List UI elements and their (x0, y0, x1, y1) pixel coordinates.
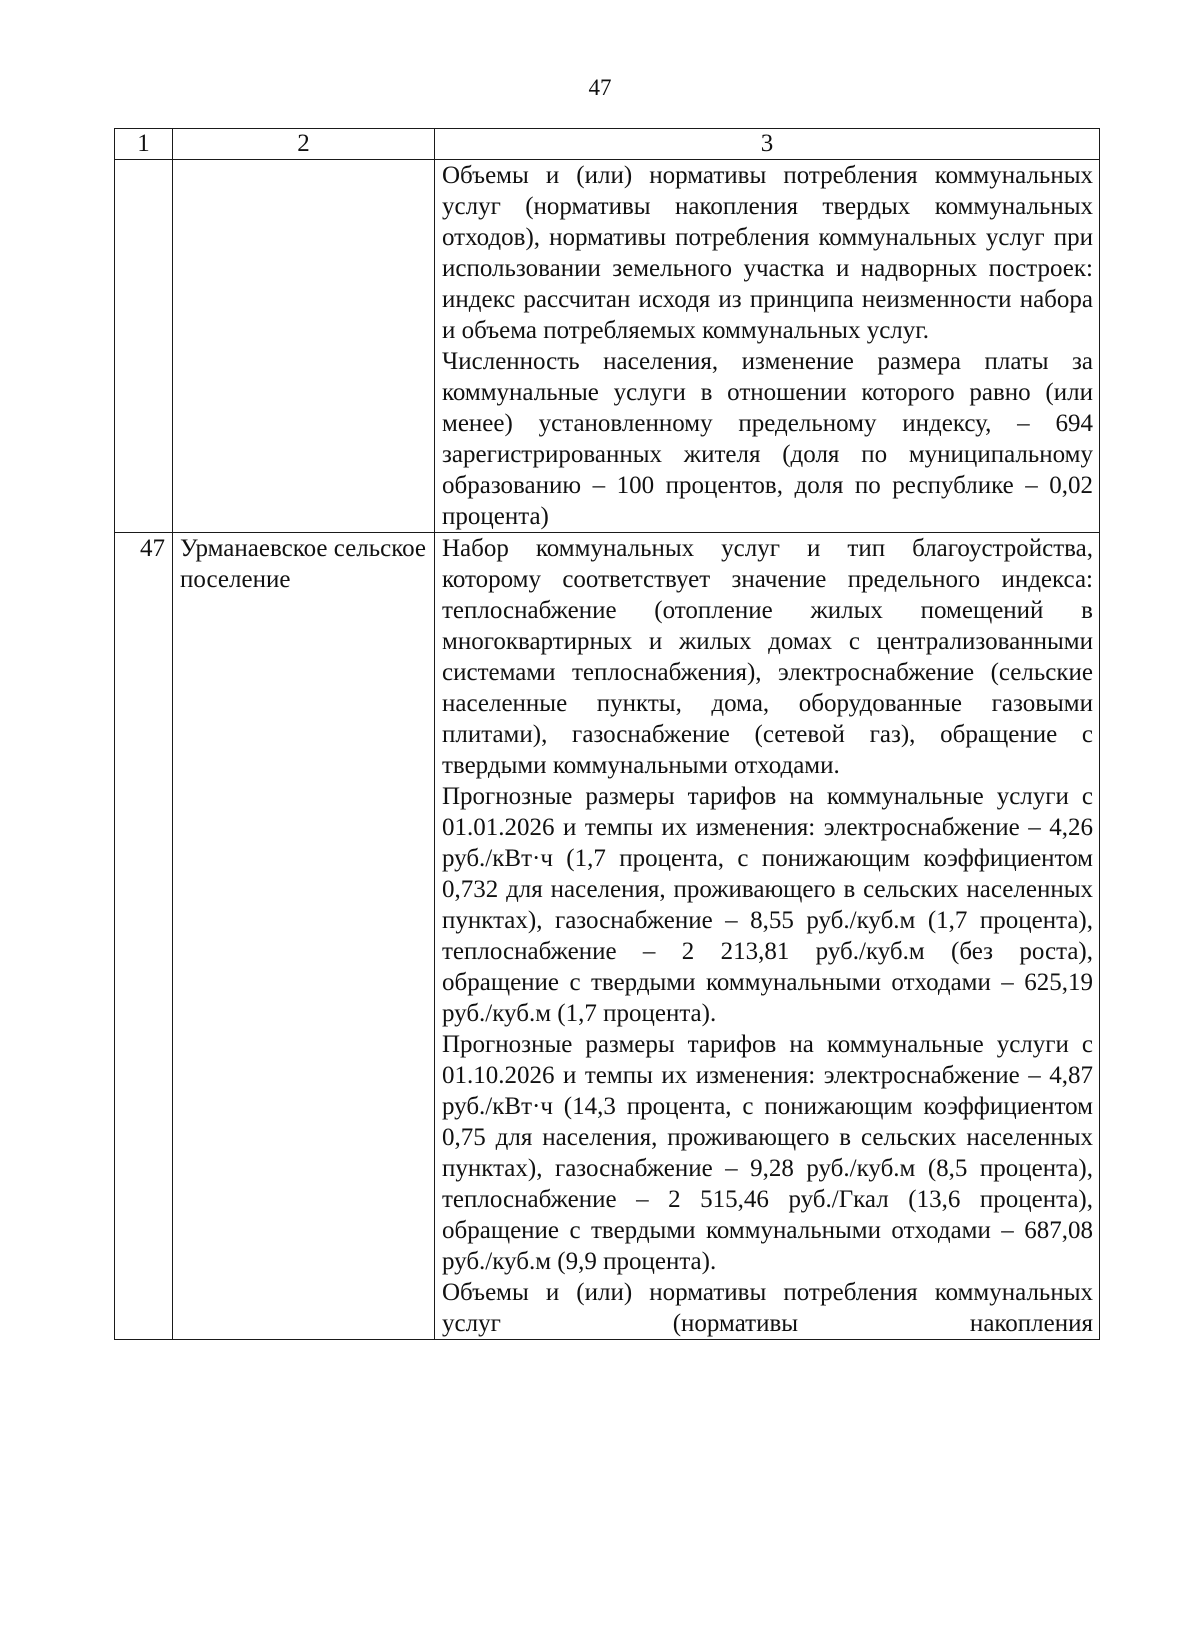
tariffs-2026-01-paragraph: Прогнозные размеры тарифов на коммунальные услуги с 01.01.2026 и темпы их изменения: электроснабжение – 4,26 руб./кВт·ч (1,7 процента, с понижающим коэффициентом 0,732 для населения, проживающего в сельских населенных пунктах), газоснабжение – 8,55 руб./куб.м (1,7 процента), теплоснабжение – 2 213,81 руб./куб.м (без роста), обращение с твердыми коммунальными отходами – 625,19 руб./куб.м (1,7 процента). (442, 783, 1093, 1027)
table-row-47 (115, 533, 1100, 1340)
tariffs-2026-10-paragraph: Прогнозные размеры тарифов на коммунальные услуги с 01.10.2026 и темпы их изменения: электроснабжение – 4,87 руб./кВт·ч (14,3 процента, с понижающим коэффициентом 0,75 для населения, проживающего в сельских населенных пунктах), газоснабжение – 9,28 руб./куб.м (8,5 процента), теплоснабжение – 2 515,46 руб./Гкал (13,6 процента), обращение с твердыми коммунальными отходами – 687,08 руб./куб.м (9,9 процента). (442, 1031, 1093, 1275)
header-cell-2: 2 (173, 129, 435, 160)
table-row-continuation (115, 160, 1100, 533)
municipal-index-table (114, 128, 1100, 1340)
volumes-paragraph: Объемы и (или) нормативы потребления коммунальных услуг (нормативы накопления (442, 1279, 1093, 1337)
page-number: 47 (588, 75, 612, 100)
settlement-name-cell: Урманаевское сельское поселение (173, 533, 435, 1340)
header-cell-3: 3 (435, 129, 1100, 160)
volumes-paragraph: Объемы и (или) нормативы потребления коммунальных услуг (нормативы накопления твердых коммунальных отходов), нормативы потребления коммунальных услуг при использовании земельного участка и надворных построек: индекс рассчитан исходя из принципа неизменности набора и объема потребляемых коммунальных услуг. (442, 162, 1093, 344)
header-cell-1: 1 (115, 129, 173, 160)
table-header-row (115, 129, 1100, 160)
row-number-cell: 47 (115, 533, 173, 1340)
description-cell (435, 160, 1100, 533)
services-set-paragraph: Набор коммунальных услуг и тип благоустройства, которому соответствует значение предельного индекса: теплоснабжение (отопление жилых помещений в многоквартирных и жилых домах с централизованными системами теплоснабжения), электроснабжение (сельские населенные пункты, дома, оборудованные газовыми плитами), газоснабжение (сетевой газ), обращение с твердыми коммунальными отходами. (442, 535, 1093, 779)
settlement-name-cell (173, 160, 435, 533)
population-paragraph: Численность населения, изменение размера платы за коммунальные услуги в отношении которого равно (или менее) установленному предельному индексу, – 694 зарегистрированных жителя (доля по муниципальному образованию – 100 процентов, доля по республике – 0,02 процента) (442, 348, 1093, 530)
description-cell (435, 533, 1100, 1340)
row-number-cell (115, 160, 173, 533)
